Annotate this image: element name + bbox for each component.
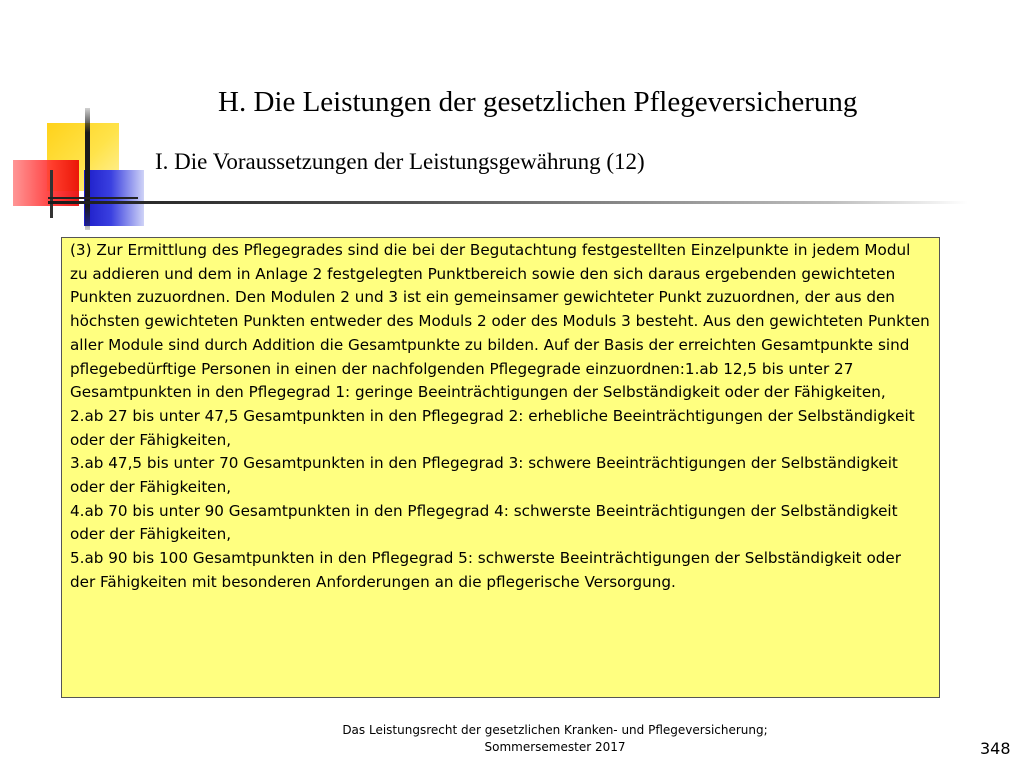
decoration-red-square bbox=[13, 160, 79, 206]
decoration-vertical-line bbox=[85, 108, 90, 230]
footer-line: Das Leistungsrecht der gesetzlichen Kranken- und Pflegeversicherung; bbox=[342, 723, 768, 737]
title-underline bbox=[48, 201, 968, 204]
content-list-item: 2.ab 27 bis unter 47,5 Gesamtpunkten in den Pflegegrad 2: erhebliche Beeinträchtigungen der Selbständigkeit oder der Fähigkeiten, bbox=[70, 406, 915, 449]
content-list-item: 3.ab 47,5 bis unter 70 Gesamtpunkten in den Pflegegrad 3: schwere Beeinträchtigungen der Selbständigkeit oder der Fähigkeiten, bbox=[70, 454, 898, 497]
content-paragraph: (3) Zur Ermittlung des Pflegegrades sind die bei der Begutachtung festgestellten Einzelpunkte in jedem Modul zu addieren und dem in Anlage 2 festgelegten Punktbereich sowie den sich daraus ergebenden gewichteten Punkten zuzuordnen. Den Modulen 2 und 3 ist ein gemeinsamer gewichteter Punkt zuzuordnen, der aus den höchsten gewichteten Punkten entweder des Moduls 2 oder des Moduls 3 besteht. Aus den gewichteten Punkten aller Module sind durch Addition die Gesamtpunkte zu bilden. Auf der Basis der erreichten Gesamtpunkte sind pflegebedürftige Personen in einen der nachfolgenden Pflegegrade einzuordnen:1.ab 12,5 bis unter 27 Gesamtpunkten in den Pflegegrad 1: geringe Beeinträchtigungen der Selbständigkeit oder der Fähigkeiten, bbox=[70, 241, 930, 402]
footer-line: Sommersemester 2017 bbox=[484, 740, 626, 754]
decoration-horizontal-line-short bbox=[48, 197, 138, 199]
decoration-vertical-line-short bbox=[50, 170, 53, 218]
slide-title: H. Die Leistungen der gesetzlichen Pflegeversicherung bbox=[218, 86, 858, 118]
page-number: 348 bbox=[980, 739, 1011, 758]
content-box bbox=[61, 237, 940, 698]
slide-subtitle: I. Die Voraussetzungen der Leistungsgewährung (12) bbox=[155, 149, 645, 174]
slide-footer bbox=[300, 722, 810, 756]
content-list-item: 4.ab 70 bis unter 90 Gesamtpunkten in den Pflegegrad 4: schwerste Beeinträchtigungen der Selbständigkeit oder der Fähigkeiten, bbox=[70, 501, 898, 544]
content-list-item: 5.ab 90 bis 100 Gesamtpunkten in den Pflegegrad 5: schwerste Beeinträchtigungen der Selbständigkeit oder der Fähigkeiten mit besonderen Anforderungen an die pflegerische Versorgung. bbox=[70, 549, 901, 591]
